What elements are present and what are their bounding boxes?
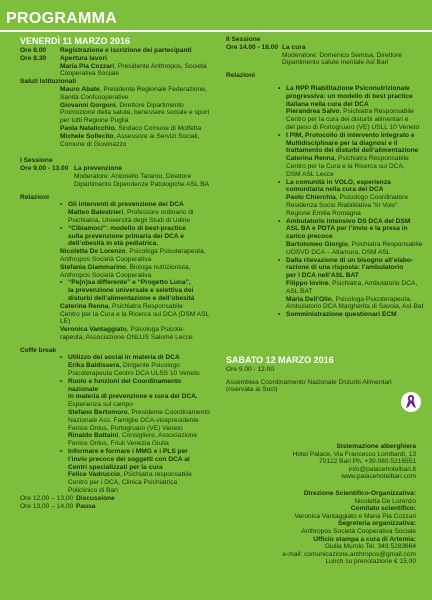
talk-detail: , Dirigente Psicologo xyxy=(119,362,180,370)
left-column xyxy=(20,36,210,510)
saluti-detail: Promozione della salute, benessere sociale e sport xyxy=(60,109,210,117)
talk-item: • La comunità in VOLO, esperienza comunitaria nella cura dei DCA Paolo Chierchia, Psicologo Coordinatore Residenza Socio Riabilitativa “In Volo” Regione Emilia Romagna xyxy=(278,178,409,217)
saluti-item xyxy=(60,102,210,125)
talk-title: Somministrazione questionari ECM xyxy=(286,311,397,319)
talk-item: • Somministrazione questionari ECM xyxy=(278,311,397,319)
opening-row-2 xyxy=(20,55,210,63)
talk-detail: Centro per la Cura e la Ricerca sui DCA (DSM ASL LE) xyxy=(60,310,209,326)
session1-moderator: Moderatore: Antonello Taranto, Direttore xyxy=(74,172,192,180)
talk-speaker: Stefano Bertomoro xyxy=(68,409,128,417)
session2-row xyxy=(226,44,424,67)
day2-text: Assemblea Coordinamento Nazionale Disturbi Alimentari xyxy=(226,378,392,386)
saluti-item xyxy=(60,86,210,102)
talk-detail: del peso di Portogruaro (VE) USLL 10 Veneto xyxy=(286,123,420,131)
talk-item: • Dalla rilevazione di un bisogno all’elabo- razione di una risposta: l’ambulatorio per i DCA nell’ASL BAT Filippo Iovine, Psichiatra, Ambulatorio DCA, ASL BAT Maria Dell’Olio, Psicologa Psicoterapeuta, Ambulatorio DCA Margherita di Savoia, Asl-Bat xyxy=(278,256,424,311)
session1-title: La prevenzione xyxy=(74,165,123,173)
talk-title: Ruolo e funzioni del Coordinamento nazionale xyxy=(68,377,182,393)
talk-detail: Ambulatorio DCA Margherita di Savoia, Asl-Bat xyxy=(286,303,424,311)
talk-item: • La RPP Riabilitazione Psiconutrizionale progressiva: un modello di best practice italiana nella cura dei DCA Pierandrea Salvo, Psichiatra Responsabile Centro per la cura dei disturbi alimentari e del peso di Portogruaro (VE) USLL 10 Veneto xyxy=(278,84,420,131)
press-name: Giulia Murolo Tel. 349.5283664 xyxy=(324,543,416,551)
relazioni-label: Relazioni xyxy=(20,193,49,201)
talk-title: italiana nella cura dei DCA xyxy=(286,100,369,108)
talks1-list xyxy=(20,201,210,341)
saluti-name: Giovanni Gorgoni xyxy=(60,101,116,109)
talk-title: I PIM, Protocollo di intervento Integrato e xyxy=(286,131,415,139)
secretariat-name: Anthropos Società Cooperativa Sociale xyxy=(301,527,416,535)
saluti-list xyxy=(20,86,210,148)
talk-speaker: Filippo Iovine xyxy=(286,279,329,287)
session1-row xyxy=(20,165,210,188)
saluti-item xyxy=(60,125,210,133)
talk-title: Dalla rilevazione di un bisogno all’elabo- xyxy=(286,256,414,264)
talk-detail: Regione Emilia Romagna xyxy=(286,209,361,217)
talk-detail: Anthropos Società Cooperativa xyxy=(60,255,152,263)
talk-detail: , Psichiatra Responsabile xyxy=(334,155,409,163)
saluti-item xyxy=(60,133,210,149)
talk-detail: , Psicologa Psicote- xyxy=(126,326,185,334)
talk-title: in materia di prevenzione e cura dei DCA. xyxy=(68,393,198,401)
end-text-2: Pausa xyxy=(76,502,96,510)
talk-detail: Psichiatria, Università degli Studi di Udine xyxy=(68,216,191,224)
saluti-role: , Presidente Regionale Federazione, xyxy=(99,85,207,93)
talk-speaker: Paolo Chierchia xyxy=(286,194,336,202)
day2-text-2: (riservata ai Soci) xyxy=(226,386,278,394)
talk-detail: , Psichiatra Responsabile xyxy=(347,240,423,248)
talk-detail: Centro per la Cura e la Ricerca sui DCA, xyxy=(286,162,405,170)
talk-speaker: Caterina Renna xyxy=(60,302,109,310)
talk-detail: , Psicologa Psicoterapeuta, xyxy=(125,248,206,256)
talk-item: • Informare e formare i MMG e i PLS per l’invio precoce dei soggetti con DCA ai Centri specializzati per la cura Felice Vadruccio, Psichiatra responsabile Centro per i DCA, Clinica Psichiatrica Policlinico di Bari xyxy=(60,448,192,495)
right-column xyxy=(226,36,424,394)
talk-detail: rapeuta, Associazione ONLUS Salomè Lecce xyxy=(60,333,193,341)
end-text-1: Discussione xyxy=(76,494,115,502)
talk-detail: Centro per i DCA, Clinica Psichiatrica xyxy=(68,479,178,487)
end-row-1 xyxy=(20,495,210,503)
talk-speaker: Nicoletta De Lorenzo xyxy=(60,248,126,256)
direction-heading: Direzione Scientifico-Organizzativa: xyxy=(303,489,416,497)
talk-detail: Policlinico di Bari xyxy=(68,487,118,495)
talk-item: • I PIM, Protocollo di intervento Integrato e Multidisciplinare per la diagnosi e il trattamento dei disturbi dell’alimentazione Caterina Renna, Psichiatra Responsabile Centro per la Cura e la Ricerca sui DCA, DSM ASL Lecce xyxy=(278,131,419,178)
talk-title: trattamento dei disturbi dell’alimentazione xyxy=(286,147,419,155)
talk-speaker-block xyxy=(60,248,210,279)
talk-title: per i DCA nell’ASL BAT xyxy=(286,272,359,280)
talk-item: • Ruolo e funzioni del Coordinamento nazionale in materia di prevenzione e cura dei DCA. Esperienza sul campo Stefano Bertomoro, Presidente Coordinamento Nazionale Ass. Famiglie DCA-vicepresidente Fenice Onlus, Portogruaro (VE) Veneto Rinaldo Battaini, Consigliere, Associazione Fenice Onlus, Friuli Venezia Giulia xyxy=(60,377,210,448)
opening-time-1: Ore 8.00 xyxy=(20,47,47,54)
talk-title: Ambulatorio intensivo DS DCA del DSM xyxy=(286,217,411,225)
talk-detail: , Psichiatra, Ambulatorio DCA, xyxy=(328,279,418,287)
session2-title: La cura xyxy=(282,43,306,51)
session2-label: II Sessione xyxy=(226,36,261,43)
day2-heading: SABATO 12 MARZO 2016 xyxy=(226,354,334,365)
talk-detail: , Psicologo Coordinatore xyxy=(335,194,409,202)
talk-item: • Utilizzo dei social in materia di DCA Erika Baldissera, Dirigente Psicologo Psicoterapeuta Centro DCA ULSS 10 Veneto xyxy=(60,354,200,378)
talk-title: Utilizzo dei social in materia di DCA xyxy=(68,354,180,362)
talk-title: La comunità in VOLO, esperienza xyxy=(286,178,391,186)
talk-detail: , Professore ordinario di xyxy=(123,209,194,217)
talk-detail: , Presidente Coordinamento xyxy=(127,409,210,417)
talk-detail: Nazionale Ass. Famiglie DCA-vicepresidente xyxy=(68,416,199,424)
title-divider xyxy=(0,30,432,32)
talk-title: Centri specializzati per la cura xyxy=(68,463,163,471)
talk-detail: Fenice Onlus, Friuli Venezia Giulia xyxy=(68,440,169,448)
talk-speaker: Felice Vadruccio xyxy=(68,471,121,479)
talks-right-list xyxy=(226,85,424,319)
end-time-1: Ore 12,00 – 13,00 xyxy=(20,494,74,502)
saluti-detail: per tutti Regione Puglia xyxy=(60,117,129,125)
talk-detail: , Psichiatra Responsabile xyxy=(339,108,414,116)
talk-speaker: Bartolomeo Giorgio xyxy=(286,240,348,248)
venue-email[interactable]: info@palacehotelbari.it xyxy=(348,465,416,473)
session1-time: Ore 9.00 - 13.00 xyxy=(20,165,69,173)
talk-item: • “Pe(n)sa differente” e “Progetto Luna”, la prevenzione universale e selettiva dei disturbi dell’alimentazione e dell’obesità xyxy=(60,279,195,302)
opening-text-2: Apertura lavori xyxy=(60,54,107,62)
opening-speaker: Maria Pia Cozzari xyxy=(60,62,115,70)
talk-speaker-block xyxy=(60,303,210,342)
talk-title: sulla prevenzione primaria dei DCA e xyxy=(68,232,184,240)
saluti-role: , Direttore Dipartimento xyxy=(115,101,184,109)
page-title: PROGRAMMA xyxy=(6,10,118,27)
day2-time: Ore 9.00 - 12.00 xyxy=(226,365,275,373)
talks2-list xyxy=(20,354,210,494)
talk-speaker: Stefania Giammarino xyxy=(60,263,126,271)
talk-detail: Anthropos Società Cooperativa xyxy=(60,271,152,279)
talk-detail: UOSVD DCA – Altamura, DSM ASL xyxy=(286,248,391,256)
opening-role: , Presidente Anthropos, Società xyxy=(114,62,207,70)
opening-speaker-block xyxy=(20,63,210,79)
session2-moderator: Moderatore: Domenico Semisa, Direttore xyxy=(282,51,402,59)
lunch-fee: Lunch su prenotazione € 15,00 xyxy=(325,558,416,566)
press-heading: Ufficio stampa a cura di Artemia: xyxy=(313,535,416,543)
saluti-name: Mauro Abate xyxy=(60,85,100,93)
talk-title: ASL BA e PDTA per l’invio e la presa in xyxy=(286,225,408,233)
talk-detail: Esperienza sul campo xyxy=(68,401,133,409)
session2-time: Ore 14.00 - 18.00 xyxy=(226,43,279,51)
talk-title: carico precoce xyxy=(286,233,333,241)
saluti-heading: Saluti Istituzionali xyxy=(20,78,77,86)
talk-detail: , Psichiatra responsabile xyxy=(120,471,192,479)
committee-names: Veronica Vantaggiato e Maria Pia Cozzari xyxy=(294,512,416,520)
talk-detail: Fenice Onlus, Portogruaro (VE) Veneto xyxy=(68,424,183,432)
talk-speaker: Erika Baldissera xyxy=(68,362,120,370)
opening-time-2: Ore 8.30 xyxy=(20,54,47,62)
secretariat-heading: Segreteria organizzativa: xyxy=(337,520,416,528)
talk-item: • “Cibiamoci”: modello di best-practice sulla prevenzione primaria dei DCA e dell’obesità in età pediatrica. xyxy=(60,224,186,248)
talk-title: dell’obesità in età pediatrica. xyxy=(68,240,159,248)
opening-text-1: Registrazione e iscrizione dei partecipanti xyxy=(60,47,192,54)
session1-label: I Sessione xyxy=(20,157,53,165)
talk-title: disturbi dell’alimentazione e dell’obesità xyxy=(68,294,195,302)
end-time-2: Ore 13,00 – 14,00 xyxy=(20,502,74,510)
info-block xyxy=(226,443,416,566)
talk-speaker: Veronica Vantaggiato xyxy=(60,326,127,334)
venue-website[interactable]: www.palacehotelbari.com xyxy=(341,473,416,481)
talk-detail: , Psichiatra Responsabile xyxy=(108,302,183,310)
talk-detail: Psicoterapeuta Centro DCA ULSS 10 Veneto xyxy=(68,370,200,378)
opening-row-1 xyxy=(20,47,210,55)
talk-title: Gli interventi di prevenzione dei DCA xyxy=(68,201,184,209)
talk-title: “Pe(n)sa differente” e “Progetto Luna”, xyxy=(68,279,191,287)
saluti-detail: Sanità Confcooperative xyxy=(60,93,129,101)
talk-item: • Ambulatorio intensivo DS DCA del DSM ASL BA e PDTA per l’invio e la presa in carico precoce Bartolomeo Giorgio, Psichiatra Responsabile UOSVD DCA – Altamura, DSM ASL xyxy=(278,217,423,256)
talk-title: Multidisciplinare per la diagnosi e il xyxy=(286,139,398,147)
end-row-2 xyxy=(20,503,210,511)
committee-heading: Comitato scientifico: xyxy=(350,505,416,513)
talk-detail: Centro per la cura dei disturbi alimentari e xyxy=(286,116,409,124)
talk-speaker: Pierandrea Salvo xyxy=(286,108,340,116)
talk-detail: DSM ASL Lecce xyxy=(286,170,334,178)
talk-speaker: Rinaldo Battaini xyxy=(68,432,119,440)
session1-moderator-2: Dipartimento Dipendenze Patologiche ASL BA xyxy=(74,180,210,188)
opening-role-2: Cooperativa Sociale xyxy=(60,70,120,78)
talk-title: “Cibiamoci”: modello di best-practice xyxy=(68,224,186,232)
saluti-role: , Sindaco Comune di Molfetta xyxy=(114,124,202,132)
talk-detail: ASL BAT xyxy=(286,287,313,295)
talk-title: La RPP Riabilitazione Psiconutrizionale xyxy=(286,84,410,92)
session2-moderator-2: Dipartimento salute mentale Asl Bari xyxy=(282,59,389,67)
day1-heading: VENERDÌ 11 MARZO 2016 xyxy=(20,36,131,46)
talk-detail: , Biologa nutrizionista, xyxy=(125,263,191,271)
talk-title: l’invio precoce dei soggetti con DCA ai xyxy=(68,455,190,463)
talk-speaker: Caterina Renna xyxy=(286,155,335,163)
saluti-name: Michele Sollecito xyxy=(60,132,114,140)
direction-name: Nicoletta De Lorenzo xyxy=(354,497,416,505)
talk-title: razione di una risposta: l’ambulatorio xyxy=(286,264,404,272)
venue-line: Hotel Palace, Via Francesco Lombardi, 13 xyxy=(292,450,416,458)
saluti-detail: Comune di Giovinazzo xyxy=(60,140,127,148)
venue-line: 70122 Bari Ph. +39.080.5216551 xyxy=(319,458,416,466)
purple-ribbon-icon xyxy=(401,392,421,412)
talk-title: la prevenzione universale e selettiva dei xyxy=(68,287,194,295)
talk-title: progressiva: un modello di best practice xyxy=(286,92,413,100)
talk-speaker: Maria Dell’Olio xyxy=(286,295,332,303)
talk-item: • Gli interventi di prevenzione dei DCA Matteo Balestrieri, Professore ordinario di Psichiatria, Università degli Studi di Udine xyxy=(60,201,194,224)
coffee-break: Coffe break xyxy=(20,346,57,354)
relazioni-label: Relazioni xyxy=(226,72,255,80)
talk-title: comunitaria nella cura dei DCA xyxy=(286,186,384,194)
talk-title: Informare e formare i MMG e i PLS per xyxy=(68,448,188,456)
venue-heading: Sistemazione alberghiera xyxy=(336,443,416,450)
talk-detail: , Consigliere, Associazione xyxy=(118,432,197,440)
saluti-role: , Assessore ai Servizi Sociali, xyxy=(113,132,200,140)
saluti-name: Paola Natalicchio xyxy=(60,124,115,132)
talk-detail: Residenza Socio Riabilitativa “In Volo” xyxy=(286,201,398,209)
press-email[interactable]: e-mail: comunicazione.anthropos@gmail.com xyxy=(282,550,416,558)
talk-detail: , Psicologa Psicoterapeuta, xyxy=(331,295,412,303)
talk-speaker: Matteo Balestrieri xyxy=(68,209,124,217)
